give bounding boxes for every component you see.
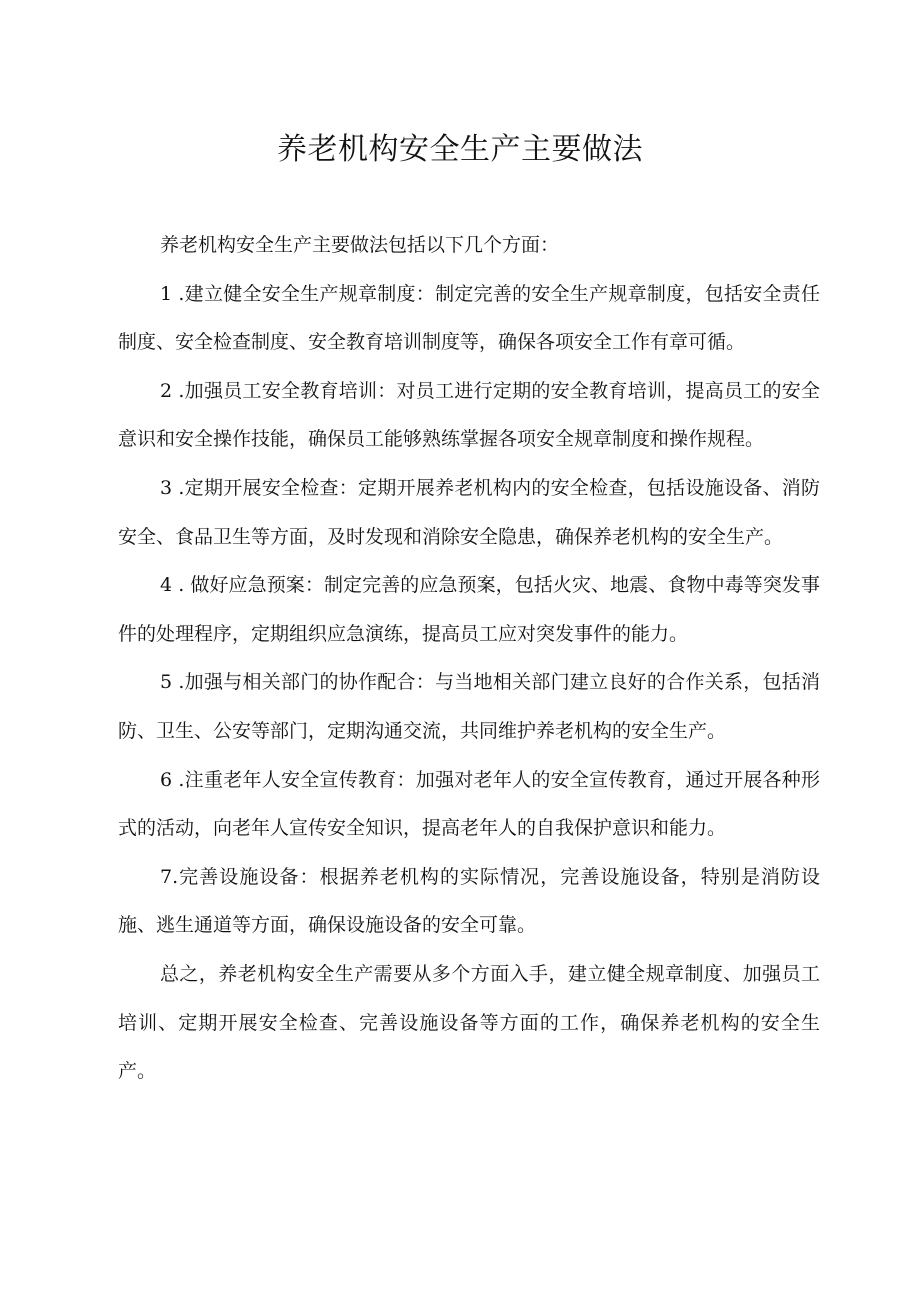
item-paragraph-6: 6 .注重老年人安全宣传教育：加强对老年人的安全宣传教育，通过开展各种形式的活动，向老年人宣传安全知识，提高老年人的自我保护意识和能力。 bbox=[118, 768, 820, 840]
document-body bbox=[118, 221, 820, 1096]
item-paragraph-5: 5 .加强与相关部门的协作配合：与当地相关部门建立良好的合作关系，包括消防、卫生、公安等部门，定期沟通交流，共同维护养老机构的安全生产。 bbox=[118, 671, 820, 742]
page-title: 养老机构安全生产主要做法 bbox=[277, 132, 643, 167]
item-paragraph-3: 3 .定期开展安全检查：定期开展养老机构内的安全检查，包括设施设备、消防安全、食品卫生等方面，及时发现和消除安全隐患，确保养老机构的安全生产。 bbox=[118, 476, 820, 548]
intro-paragraph: 养老机构安全生产主要做法包括以下几个方面： bbox=[160, 234, 560, 256]
item-paragraph-7: 7.完善设施设备：根据养老机构的实际情况，完善设施设备，特别是消防设施、逃生通道等方面，确保设施设备的安全可靠。 bbox=[118, 865, 820, 937]
item-paragraph-1: 1 .建立健全安全生产规章制度：制定完善的安全生产规章制度，包括安全责任制度、安全检查制度、安全教育培训制度等，确保各项安全工作有章可循。 bbox=[118, 282, 820, 354]
conclusion-paragraph: 总之，养老机构安全生产需要从多个方面入手，建立健全规章制度、加强员工培训、定期开展安全检查、完善设施设备等方面的工作，确保养老机构的安全生产。 bbox=[118, 962, 820, 1083]
item-paragraph-4: 4 . 做好应急预案：制定完善的应急预案，包括火灾、地震、食物中毒等突发事件的处理程序，定期组织应急演练，提高员工应对突发事件的能力。 bbox=[118, 574, 820, 645]
item-paragraph-2: 2 .加强员工安全教育培训：对员工进行定期的安全教育培训，提高员工的安全意识和安全操作技能，确保员工能够熟练掌握各项安全规章制度和操作规程。 bbox=[118, 379, 820, 451]
